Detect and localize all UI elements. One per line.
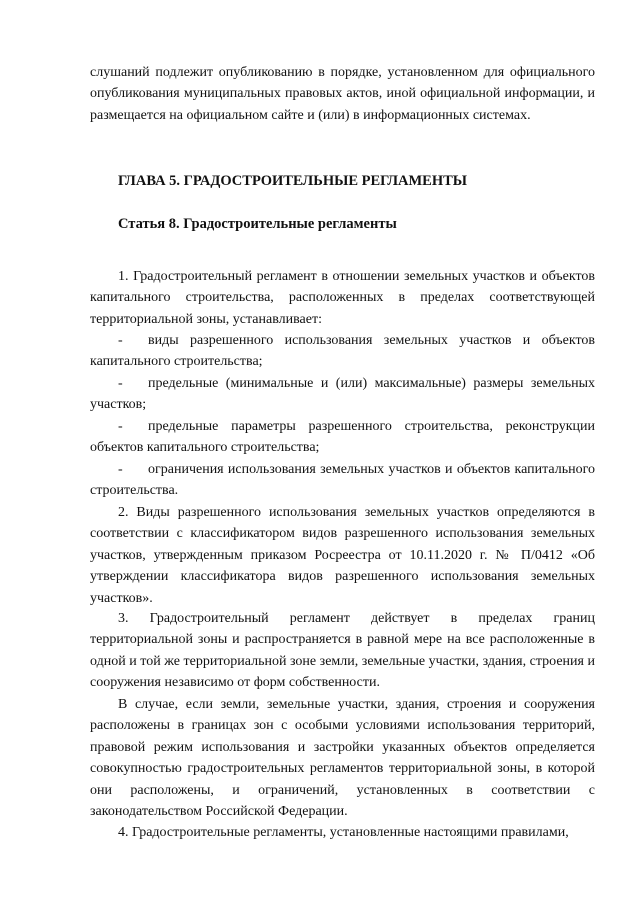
paragraph-1: 1. Градостроительный регламент в отношении земельных участков и объектов капитального строительства, расположенных в пределах соответствующей территориальной зоны, устанавливает: xyxy=(90,269,595,327)
list-item xyxy=(90,373,595,416)
article-heading: Статья 8. Градостроительные регламенты xyxy=(118,216,397,232)
list-marker: - xyxy=(118,376,123,391)
paragraph-5: 4. Градостроительные регламенты, установленные настоящими правилами, xyxy=(118,825,569,840)
paragraph-2: 2. Виды разрешенного использования земельных участков определяются в соответствии с классификатором видов разрешенного использования земельных участков, утвержденным приказом Росреестра от 10.11.2020 г. № П/0412 «Об утверждении классификатора видов разрешенного использования земельных участков». xyxy=(90,505,595,606)
list-item-text: ограничения использования земельных участков и объектов капитального строительства. xyxy=(90,462,595,499)
list-item xyxy=(90,330,595,373)
list-marker: - xyxy=(118,419,123,434)
list-item-text: виды разрешенного использования земельных участков и объектов капитального строительства; xyxy=(90,333,595,370)
list-item-text: предельные (минимальные и (или) максимальные) размеры земельных участков; xyxy=(90,376,595,413)
list-item xyxy=(90,416,595,459)
list-item-text: предельные параметры разрешенного строительства, реконструкции объектов капитального строительства; xyxy=(90,419,595,456)
list-item xyxy=(90,459,595,502)
intro-paragraph: слушаний подлежит опубликованию в порядке, установленном для официального опубликования муниципальных правовых актов, иной официальной информации, и размещается на официальном сайте и (или) в информационных системах. xyxy=(90,65,595,123)
list-marker: - xyxy=(118,462,123,477)
paragraph-3: 3. Градостроительный регламент действует в пределах границ территориальной зоны и распространяется в равной мере на все расположенные в одной и той же территориальной зоне земли, земельные участки, здания, строения и сооружения независимо от форм собственности. xyxy=(90,611,595,691)
paragraph-4: В случае, если земли, земельные участки, здания, строения и сооружения расположены в границах зон с особыми условиями использования территорий, правовой режим использования и застройки указанных объектов определяется совокупностью градостроительных регламентов территориальной зоны, в которой они расположены, и ограничений, установленных в соответствии с законодательством Российской Федерации. xyxy=(90,697,595,820)
list-marker: - xyxy=(118,333,123,348)
chapter-heading: ГЛАВА 5. ГРАДОСТРОИТЕЛЬНЫЕ РЕГЛАМЕНТЫ xyxy=(118,173,468,189)
